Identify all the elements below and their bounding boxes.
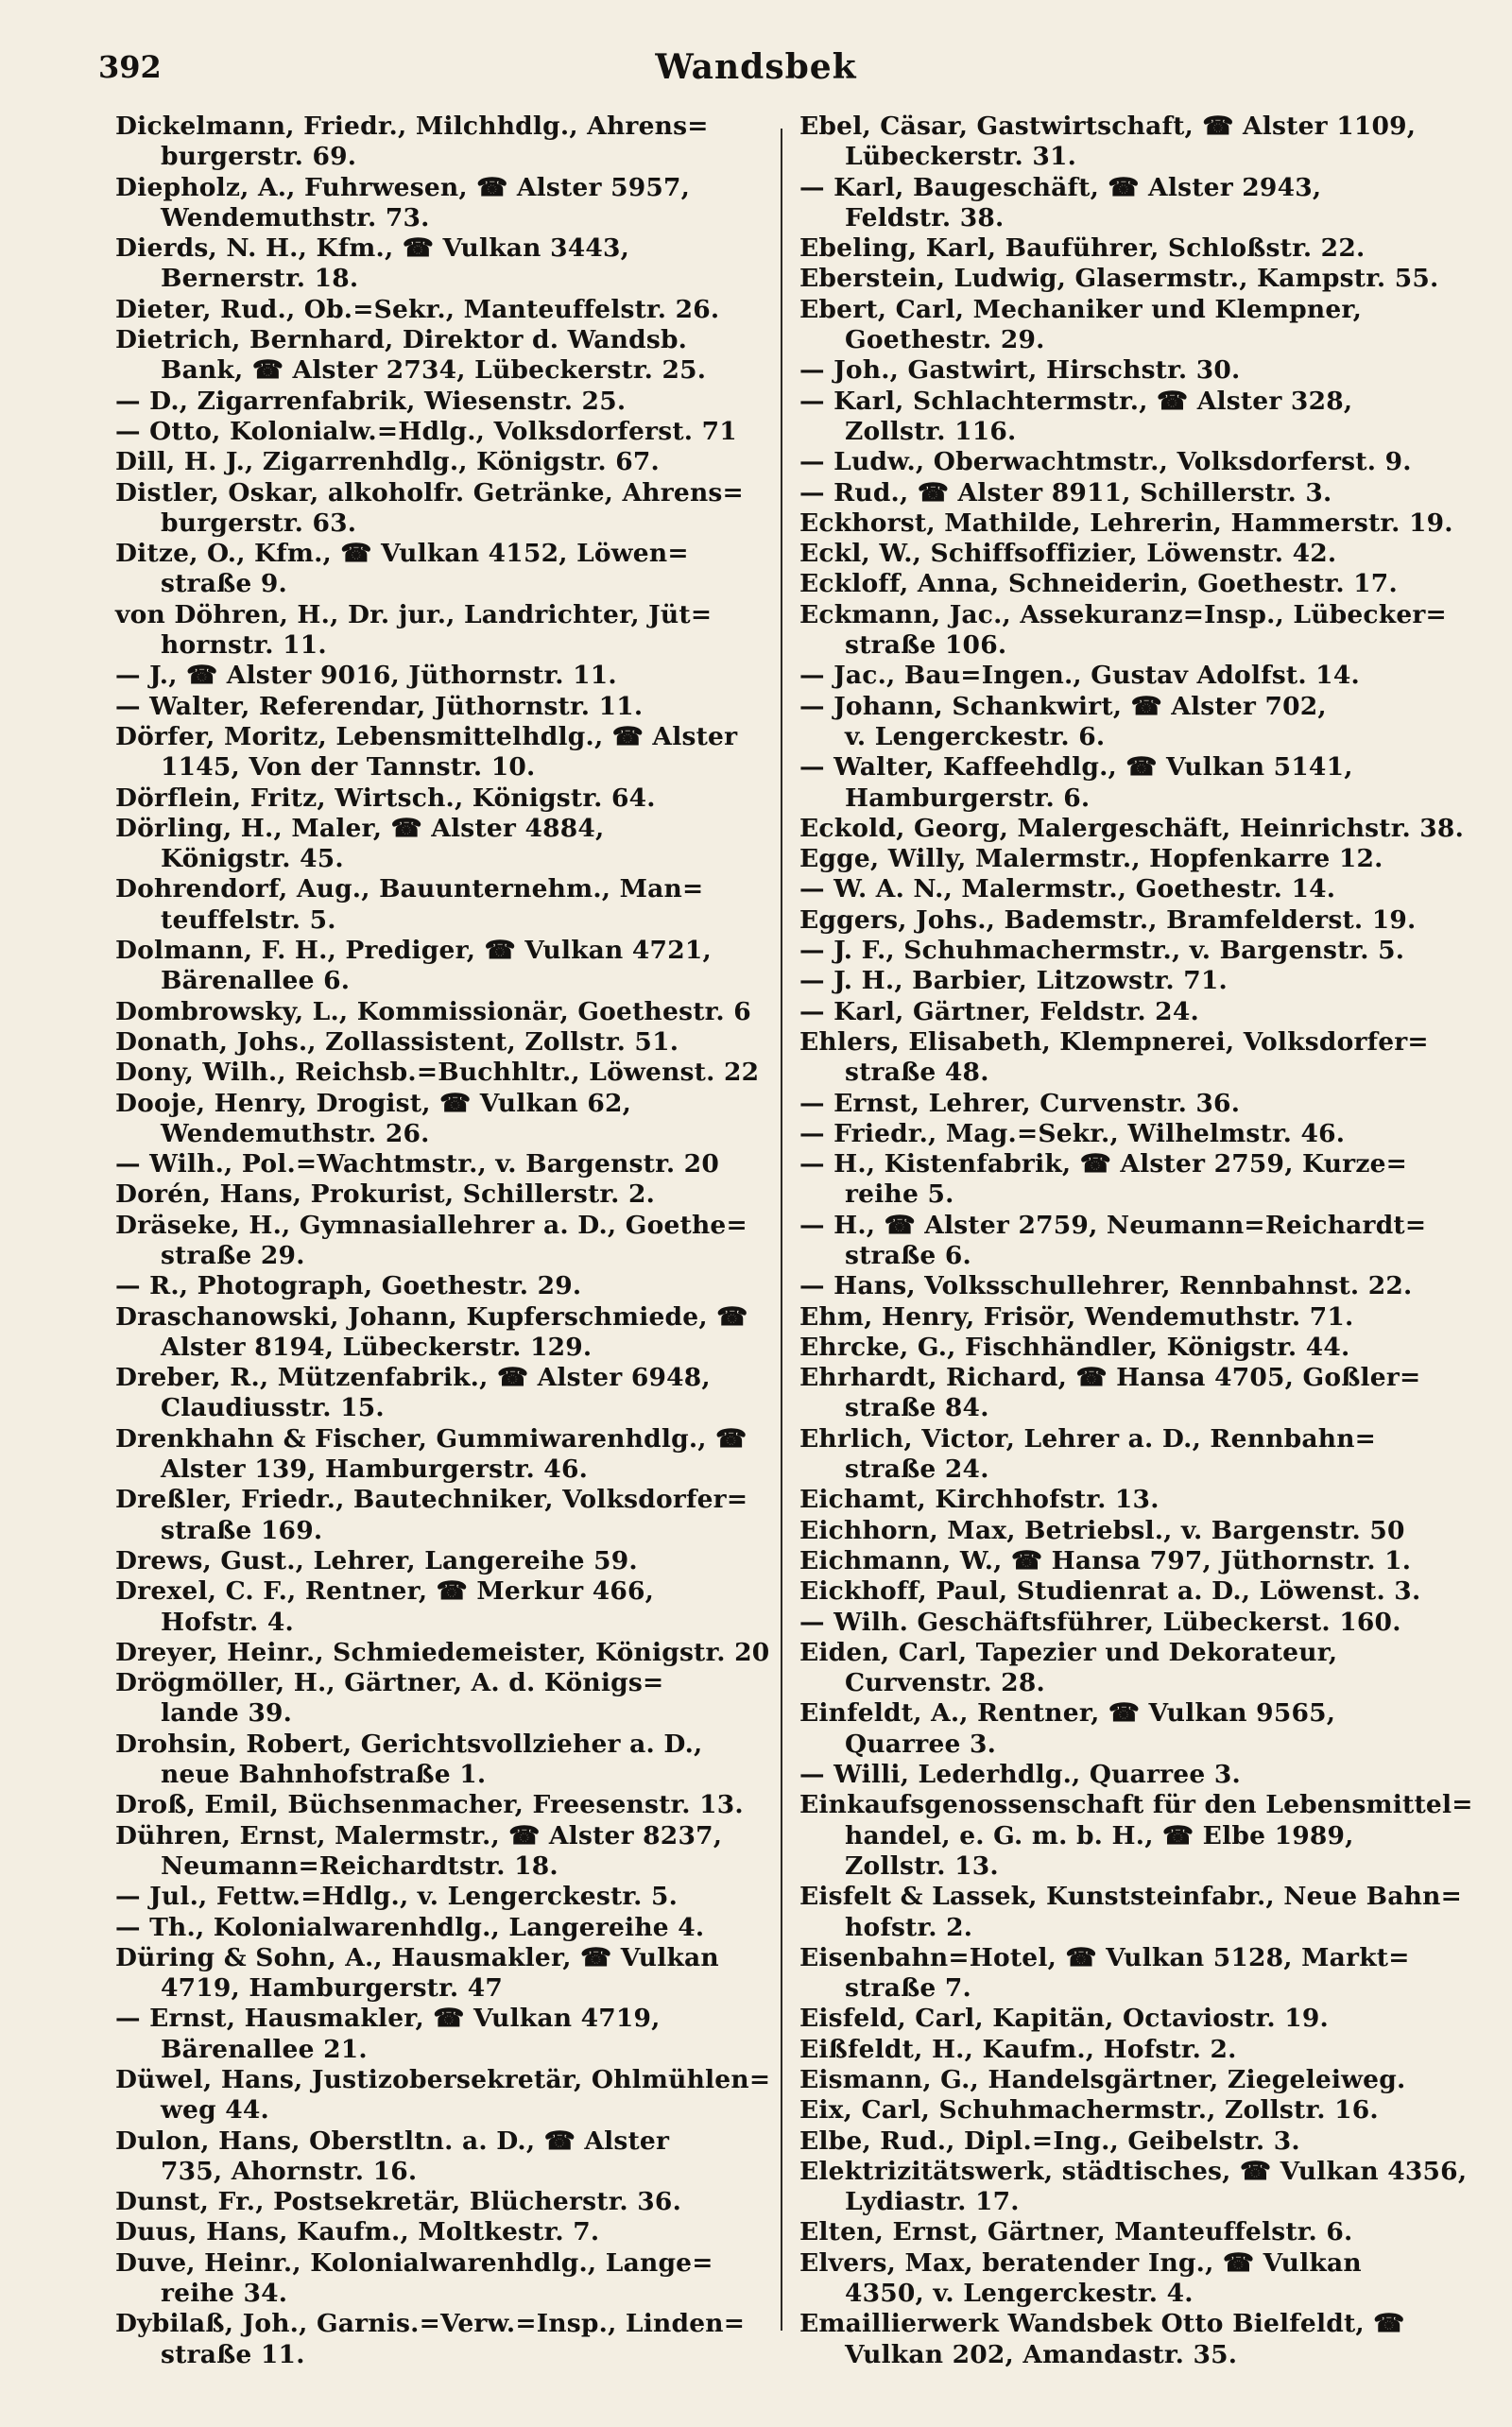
directory-entry: Donath, Johs., Zollassistent, Zollstr. 51. — [115, 1026, 679, 1057]
directory-entry: — J., ☎ Alster 9016, Jüthornstr. 11. — [115, 661, 617, 691]
directory-entry-continuation: straße 24. — [845, 1454, 989, 1485]
directory-entry: Dörfer, Moritz, Lebensmittelhdlg., ☎ Alster — [115, 721, 738, 751]
directory-entry: Dreyer, Heinr., Schmiedemeister, Königstr. 20 — [115, 1637, 770, 1667]
directory-entry: — Wilh., Pol.=Wachtmstr., v. Bargenstr. 20 — [115, 1149, 719, 1179]
directory-entry: Eix, Carl, Schuhmachermstr., Zollstr. 16. — [799, 2095, 1379, 2126]
directory-entry: Dunst, Fr., Postsekretär, Blücherstr. 36. — [115, 2187, 681, 2217]
directory-entry: — Ernst, Hausmakler, ☎ Vulkan 4719, — [115, 2004, 661, 2034]
directory-entry: Eckmann, Jac., Assekuranz=Insp., Lübecker= — [799, 599, 1447, 629]
directory-entry: — Walter, Referendar, Jüthornstr. 11. — [115, 691, 644, 721]
directory-entry-continuation: Quarree 3. — [845, 1729, 997, 1759]
directory-entry: Dierds, N. H., Kfm., ☎ Vulkan 3443, — [115, 233, 630, 264]
directory-entry: — D., Zigarrenfabrik, Wiesenstr. 25. — [115, 386, 627, 416]
directory-entry: Droß, Emil, Büchsenmacher, Freesenstr. 13. — [115, 1790, 744, 1820]
directory-entry-continuation: v. Lengerckestr. 6. — [845, 721, 1106, 751]
directory-entry-continuation: 4350, v. Lengerckestr. 4. — [845, 2279, 1194, 2309]
directory-entry-continuation: Claudiusstr. 15. — [161, 1393, 385, 1423]
directory-entry: Drögmöller, H., Gärtner, A. d. Königs= — [115, 1668, 664, 1698]
directory-entry: Dietrich, Bernhard, Direktor d. Wandsb. — [115, 325, 688, 355]
directory-entry-continuation: Hofstr. 4. — [161, 1607, 294, 1637]
directory-entry: Dony, Wilh., Reichsb.=Buchhltr., Löwenst. 22 — [115, 1058, 760, 1088]
directory-entry: Dohrendorf, Aug., Bauunternehm., Man= — [115, 874, 704, 904]
directory-entry: Eberstein, Ludwig, Glasermstr., Kampstr. 55. — [799, 264, 1439, 294]
directory-entry-continuation: neue Bahnhofstraße 1. — [161, 1760, 487, 1790]
directory-entry-continuation: straße 6. — [845, 1240, 971, 1270]
directory-entry-continuation: weg 44. — [161, 2095, 269, 2126]
directory-entry: Draschanowski, Johann, Kupferschmiede, ☎ — [115, 1301, 748, 1332]
directory-entry-continuation: straße 7. — [845, 1973, 971, 2004]
directory-entry: Elten, Ernst, Gärtner, Manteuffelstr. 6. — [799, 2217, 1353, 2247]
directory-entry: — Jul., Fettw.=Hdlg., v. Lengerckestr. 5. — [115, 1882, 679, 1912]
directory-entry: — H., ☎ Alster 2759, Neumann=Reichardt= — [799, 1210, 1427, 1240]
directory-entry-continuation: teuffelstr. 5. — [161, 904, 336, 935]
directory-entry: Ebel, Cäsar, Gastwirtschaft, ☎ Alster 1109, — [799, 112, 1417, 141]
directory-entry-continuation: Feldstr. 38. — [845, 202, 1005, 232]
directory-entry: Eichmann, W., ☎ Hansa 797, Jüthornstr. 1. — [799, 1545, 1412, 1575]
directory-entry-continuation: Zollstr. 116. — [845, 416, 1017, 446]
directory-entry-continuation: Hamburgerstr. 6. — [845, 783, 1091, 813]
directory-entry-continuation: Neumann=Reichardtstr. 18. — [161, 1850, 558, 1881]
directory-entry: Ditze, O., Kfm., ☎ Vulkan 4152, Löwen= — [115, 539, 689, 569]
directory-entry-continuation: straße 11. — [161, 2339, 305, 2369]
directory-entry: — W. A. N., Malermstr., Goethestr. 14. — [799, 874, 1336, 904]
directory-entry: — J. F., Schuhmachermstr., v. Bargenstr. 5. — [799, 936, 1405, 966]
directory-entry-continuation: hornstr. 11. — [161, 630, 327, 661]
directory-entry: Emaillierwerk Wandsbek Otto Bielfeldt, ☎ — [799, 2309, 1405, 2339]
directory-entry: Drews, Gust., Lehrer, Langereihe 59. — [115, 1545, 638, 1575]
directory-entry: Eckl, W., Schiffsoffizier, Löwenstr. 42. — [799, 539, 1337, 569]
directory-entry: Dräseke, H., Gymnasiallehrer a. D., Goethe= — [115, 1210, 747, 1240]
directory-entry: Ebert, Carl, Mechaniker und Klempner, — [799, 294, 1363, 324]
directory-entry: — Willi, Lederhdlg., Quarree 3. — [799, 1760, 1241, 1790]
directory-entry-continuation: Goethestr. 29. — [845, 325, 1045, 355]
page-number: 392 — [98, 49, 162, 85]
directory-entry-continuation: Wendemuthstr. 26. — [161, 1118, 430, 1148]
directory-entry: Eisenbahn=Hotel, ☎ Vulkan 5128, Markt= — [799, 1942, 1410, 1972]
directory-entry-continuation: Bernerstr. 18. — [161, 264, 359, 294]
directory-entry: Dreber, R., Mützenfabrik., ☎ Alster 6948, — [115, 1363, 711, 1393]
directory-entry: Dybilaß, Joh., Garnis.=Verw.=Insp., Linden= — [115, 2309, 746, 2339]
directory-entry-continuation: straße 84. — [845, 1393, 989, 1423]
directory-entry: Eggers, Johs., Bademstr., Bramfelderst. 19. — [799, 904, 1417, 935]
directory-entry: Dörflein, Fritz, Wirtsch., Königstr. 64. — [115, 783, 656, 813]
directory-entry-continuation: straße 106. — [845, 630, 1007, 661]
directory-entry: Ehm, Henry, Frisör, Wendemuthstr. 71. — [799, 1301, 1354, 1332]
directory-entry: — Jac., Bau=Ingen., Gustav Adolfst. 14. — [799, 661, 1360, 691]
directory-entry-continuation: straße 48. — [845, 1058, 989, 1088]
left-column — [115, 112, 771, 2370]
directory-entry: — Karl, Gärtner, Feldstr. 24. — [799, 996, 1199, 1026]
directory-entry-continuation: Königstr. 45. — [161, 844, 344, 874]
directory-entry: — Joh., Gastwirt, Hirschstr. 30. — [799, 355, 1241, 386]
directory-entry: Dorén, Hans, Prokurist, Schillerstr. 2. — [115, 1179, 656, 1210]
directory-entry-continuation: Vulkan 202, Amandastr. 35. — [845, 2339, 1238, 2369]
directory-entry: Elvers, Max, beratender Ing., ☎ Vulkan — [799, 2247, 1362, 2278]
directory-entry: Dill, H. J., Zigarrenhdlg., Königstr. 67. — [115, 447, 660, 477]
directory-entry: Ehrcke, G., Fischhändler, Königstr. 44. — [799, 1332, 1350, 1362]
directory-entry: — Rud., ☎ Alster 8911, Schillerstr. 3. — [799, 477, 1332, 508]
directory-entry-continuation: Wendemuthstr. 73. — [161, 202, 430, 232]
directory-entry-continuation: 1145, Von der Tannstr. 10. — [161, 752, 536, 783]
directory-entry: Dooje, Henry, Drogist, ☎ Vulkan 62, — [115, 1088, 632, 1118]
directory-entry: Einfeldt, A., Rentner, ☎ Vulkan 9565, — [799, 1698, 1336, 1729]
directory-entry-continuation: 735, Ahornstr. 16. — [161, 2156, 418, 2186]
directory-entry: — Johann, Schankwirt, ☎ Alster 702, — [799, 691, 1327, 721]
directory-entry: Eißfeldt, H., Kaufm., Hofstr. 2. — [799, 2034, 1237, 2064]
directory-entry: Ehlers, Elisabeth, Klempnerei, Volksdorfer= — [799, 1026, 1429, 1057]
directory-entry: — Karl, Baugeschäft, ☎ Alster 2943, — [799, 172, 1322, 202]
directory-entry-continuation: reihe 5. — [845, 1179, 954, 1210]
directory-entry: von Döhren, H., Dr. jur., Landrichter, Jüt= — [115, 599, 713, 629]
directory-entry: Egge, Willy, Malermstr., Hopfenkarre 12. — [799, 844, 1383, 874]
directory-entry: Düring & Sohn, A., Hausmakler, ☎ Vulkan — [115, 1942, 719, 1972]
running-head: Wandsbek — [655, 47, 857, 87]
directory-entry: Eckhorst, Mathilde, Lehrerin, Hammerstr. 19. — [799, 508, 1453, 538]
directory-entry-continuation: lande 39. — [161, 1698, 293, 1729]
directory-entry: Drexel, C. F., Rentner, ☎ Merkur 466, — [115, 1576, 655, 1607]
directory-entry: Duus, Hans, Kaufm., Moltkestr. 7. — [115, 2217, 600, 2247]
directory-entry: Eichamt, Kirchhofstr. 13. — [799, 1485, 1160, 1515]
directory-entry-continuation: straße 9. — [161, 569, 287, 599]
directory-entry: Diepholz, A., Fuhrwesen, ☎ Alster 5957, — [115, 172, 691, 202]
directory-entry-continuation: 4719, Hamburgerstr. 47 — [161, 1973, 503, 2004]
directory-entry: Dühren, Ernst, Malermstr., ☎ Alster 8237, — [115, 1820, 723, 1850]
directory-entry-continuation: Bärenallee 21. — [161, 2034, 368, 2064]
directory-entry: Eichhorn, Max, Betriebsl., v. Bargenstr. 50 — [799, 1515, 1405, 1545]
directory-entry: Dulon, Hans, Oberstltn. a. D., ☎ Alster — [115, 2126, 670, 2156]
directory-entry: Elbe, Rud., Dipl.=Ing., Geibelstr. 3. — [799, 2126, 1300, 2156]
directory-entry-continuation: straße 29. — [161, 1240, 305, 1270]
directory-entry: Eisfeld, Carl, Kapitän, Octaviostr. 19. — [799, 2004, 1329, 2034]
directory-entry: Distler, Oskar, alkoholfr. Getränke, Ahrens= — [115, 477, 744, 508]
directory-entry: — Ludw., Oberwachtmstr., Volksdorferst. 9. — [799, 447, 1412, 477]
directory-entry-continuation: burgerstr. 63. — [161, 508, 357, 538]
directory-entry-continuation: hofstr. 2. — [845, 1912, 973, 1942]
directory-entry: Dombrowsky, L., Kommissionär, Goethestr. 6 — [115, 996, 751, 1026]
directory-entry: Ebeling, Karl, Bauführer, Schloßstr. 22. — [799, 233, 1366, 264]
directory-entry-continuation: Bärenallee 6. — [161, 966, 351, 996]
directory-entry: Eckold, Georg, Malergeschäft, Heinrichstr. 38. — [799, 813, 1465, 843]
directory-entry: — R., Photograph, Goethestr. 29. — [115, 1271, 582, 1301]
right-column — [799, 112, 1476, 2370]
directory-entry-continuation: burgerstr. 69. — [161, 142, 357, 172]
directory-entry: Duve, Heinr., Kolonialwarenhdlg., Lange= — [115, 2247, 713, 2278]
directory-entry: Ehrhardt, Richard, ☎ Hansa 4705, Goßler= — [799, 1363, 1421, 1393]
directory-entry: — Otto, Kolonialw.=Hdlg., Volksdorferst. 71 — [115, 416, 737, 446]
directory-entry-continuation: straße 169. — [161, 1515, 323, 1545]
directory-entry-continuation: handel, e. G. m. b. H., ☎ Elbe 1989, — [845, 1820, 1354, 1850]
directory-entry: — J. H., Barbier, Litzowstr. 71. — [799, 966, 1228, 996]
directory-entry: Dörling, H., Maler, ☎ Alster 4884, — [115, 813, 605, 843]
directory-entry: Elektrizitätswerk, städtisches, ☎ Vulkan 4356, — [799, 2156, 1468, 2186]
directory-entry: Eickhoff, Paul, Studienrat a. D., Löwenst. 3. — [799, 1576, 1421, 1607]
directory-entry: — Hans, Volksschullehrer, Rennbahnst. 22. — [799, 1271, 1413, 1301]
directory-entry: — Th., Kolonialwarenhdlg., Langereihe 4. — [115, 1912, 705, 1942]
directory-entry: Dreßler, Friedr., Bautechniker, Volksdorfer= — [115, 1485, 748, 1515]
directory-entry-continuation: Lydiastr. 17. — [845, 2187, 1020, 2217]
directory-entry: Einkaufsgenossenschaft für den Lebensmittel= — [799, 1790, 1473, 1820]
directory-entry: Drohsin, Robert, Gerichtsvollzieher a. D., — [115, 1729, 703, 1759]
directory-entry: Ehrlich, Victor, Lehrer a. D., Rennbahn= — [799, 1423, 1377, 1454]
column-divider — [781, 129, 782, 2331]
directory-entry: Dolmann, F. H., Prediger, ☎ Vulkan 4721, — [115, 936, 712, 966]
directory-entry-continuation: reihe 34. — [161, 2279, 288, 2309]
directory-entry-continuation: Alster 8194, Lübeckerstr. 129. — [161, 1332, 593, 1362]
directory-entry: Eiden, Carl, Tapezier und Dekorateur, — [799, 1637, 1338, 1667]
directory-entry: Drenkhahn & Fischer, Gummiwarenhdlg., ☎ — [115, 1423, 747, 1454]
directory-entry: Dickelmann, Friedr., Milchhdlg., Ahrens= — [115, 112, 709, 141]
directory-entry: — H., Kistenfabrik, ☎ Alster 2759, Kurze= — [799, 1149, 1408, 1179]
directory-entry: Dieter, Rud., Ob.=Sekr., Manteuffelstr. 26. — [115, 294, 720, 324]
directory-entry: — Ernst, Lehrer, Curvenstr. 36. — [799, 1088, 1241, 1118]
directory-entry-continuation: Curvenstr. 28. — [845, 1668, 1045, 1698]
directory-entry: Düwel, Hans, Justizobersekretär, Ohlmühlen= — [115, 2065, 771, 2094]
directory-entry-continuation: Alster 139, Hamburgerstr. 46. — [161, 1454, 589, 1485]
directory-entry: Eckloff, Anna, Schneiderin, Goethestr. 17. — [799, 569, 1398, 599]
directory-entry-continuation: Lübeckerstr. 31. — [845, 142, 1077, 172]
directory-entry: Eisfelt & Lassek, Kunststeinfabr., Neue Bahn= — [799, 1882, 1462, 1912]
directory-entry: — Friedr., Mag.=Sekr., Wilhelmstr. 46. — [799, 1118, 1346, 1148]
directory-entry: — Walter, Kaffeehdlg., ☎ Vulkan 5141, — [799, 752, 1353, 783]
directory-entry: Eismann, G., Handelsgärtner, Ziegeleiweg. — [799, 2065, 1406, 2094]
directory-entry: — Karl, Schlachtermstr., ☎ Alster 328, — [799, 386, 1353, 416]
directory-entry-continuation: Zollstr. 13. — [845, 1850, 999, 1881]
directory-entry-continuation: Bank, ☎ Alster 2734, Lübeckerstr. 25. — [161, 355, 707, 386]
directory-entry: — Wilh. Geschäftsführer, Lübeckerst. 160. — [799, 1607, 1401, 1637]
